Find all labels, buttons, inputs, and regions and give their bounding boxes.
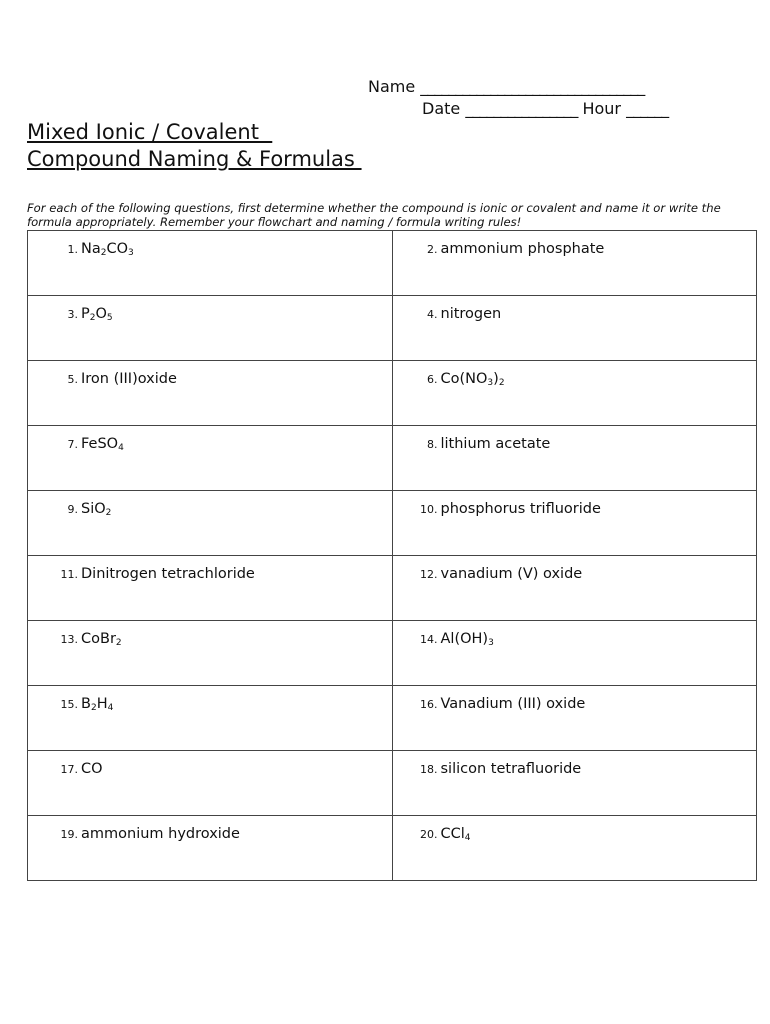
text-run: Dinitrogen tetrachloride <box>81 566 255 582</box>
subscript: 5 <box>106 313 113 323</box>
text-run: H <box>96 696 108 712</box>
question-cell[interactable] <box>392 751 757 816</box>
text-run: Na <box>81 241 101 257</box>
worksheet-title-line1: Mixed Ionic / Covalent <box>27 120 273 144</box>
subscript: 2 <box>105 508 112 518</box>
question <box>28 426 392 452</box>
text-run: P <box>81 306 90 322</box>
instructions: For each of the following questions, first determine whether the compound is ionic or covalent and name it or write the formula appropriately. Remember your flowchart and naming / formula writing rules! <box>27 201 721 229</box>
question <box>393 556 757 582</box>
question-cell[interactable] <box>392 361 757 426</box>
text-run: O <box>95 306 107 322</box>
question-row <box>28 426 757 491</box>
question <box>28 231 392 257</box>
text-run: CO <box>106 241 129 257</box>
question-text <box>441 761 582 777</box>
subscript: 2 <box>498 378 505 388</box>
question-text <box>441 826 471 842</box>
text-run: FeSO <box>81 436 119 452</box>
question <box>28 361 392 387</box>
text-run: CO <box>81 761 103 777</box>
question-cell[interactable] <box>28 621 393 686</box>
date-blank[interactable]: ________________ <box>465 99 578 118</box>
question <box>28 816 392 842</box>
question <box>28 751 392 777</box>
question-row <box>28 556 757 621</box>
question <box>28 296 392 322</box>
question-row <box>28 751 757 816</box>
text-run: phosphorus trifluoride <box>440 501 601 517</box>
question <box>393 621 757 647</box>
question-number: 8. <box>427 438 438 451</box>
subscript: 2 <box>89 313 96 323</box>
question-number: 12. <box>420 568 438 581</box>
question-cell[interactable] <box>392 621 757 686</box>
text-run: SiO <box>81 501 106 517</box>
question-text <box>81 566 255 582</box>
question-number: 20. <box>420 828 438 841</box>
text-run: Co(NO <box>440 371 488 387</box>
question-cell[interactable] <box>28 296 393 361</box>
question-number: 10. <box>420 503 438 516</box>
text-run: ammonium phosphate <box>440 241 605 257</box>
text-run: ammonium hydroxide <box>81 826 240 842</box>
date-label: Date <box>422 99 461 118</box>
question-cell[interactable] <box>28 361 393 426</box>
subscript: 4 <box>464 833 471 843</box>
question-number: 9. <box>67 503 78 516</box>
question-cell[interactable] <box>28 491 393 556</box>
question-number: 1. <box>67 243 78 256</box>
question-number: 7. <box>67 438 78 451</box>
question-text <box>441 631 494 647</box>
question <box>28 556 392 582</box>
question-number: 11. <box>60 568 78 581</box>
question-cell[interactable] <box>28 751 393 816</box>
subscript: 2 <box>115 638 122 648</box>
question-row <box>28 296 757 361</box>
question-number: 13. <box>60 633 78 646</box>
question-number: 3. <box>67 308 78 321</box>
question <box>393 361 757 387</box>
subscript: 3 <box>487 378 494 388</box>
question-text <box>441 436 551 452</box>
subscript: 2 <box>100 248 107 258</box>
subscript: 3 <box>488 638 494 648</box>
question-text <box>441 696 586 712</box>
question <box>28 621 392 647</box>
hour-blank[interactable]: ______ <box>626 99 669 118</box>
text-run: CoBr <box>81 631 116 647</box>
date-hour-row <box>422 99 668 118</box>
text-run: vanadium (V) oxide <box>440 566 583 582</box>
text-run: Al(OH) <box>440 631 489 647</box>
question <box>393 816 757 842</box>
subscript: 2 <box>90 703 97 713</box>
question-row <box>28 686 757 751</box>
question-text <box>81 696 113 712</box>
text-run: B <box>81 696 91 712</box>
subscript: 4 <box>107 703 114 713</box>
question <box>393 751 757 777</box>
question-cell[interactable] <box>392 491 757 556</box>
question-cell[interactable] <box>392 296 757 361</box>
text-run: ) <box>493 371 499 387</box>
question <box>28 686 392 712</box>
text-run: nitrogen <box>440 306 502 322</box>
hour-label: Hour <box>582 99 621 118</box>
question-text <box>81 306 113 322</box>
question-number: 5. <box>67 373 78 386</box>
question-cell[interactable] <box>28 556 393 621</box>
question-text <box>441 241 605 257</box>
question-text <box>81 241 134 257</box>
question-cell[interactable] <box>392 231 757 296</box>
question <box>393 426 757 452</box>
question-row <box>28 621 757 686</box>
question-cell[interactable] <box>392 686 757 751</box>
question <box>393 491 757 517</box>
question-text <box>81 761 103 777</box>
text-run: CCl <box>440 826 465 842</box>
question <box>393 231 757 257</box>
text-run: silicon tetrafluoride <box>440 761 582 777</box>
question-text <box>81 631 122 647</box>
questions-table <box>27 230 757 881</box>
question-text <box>441 371 505 387</box>
question-text <box>441 306 502 322</box>
question-number: 6. <box>427 373 438 386</box>
name-label: Name <box>368 77 416 96</box>
question <box>393 296 757 322</box>
question <box>28 491 392 517</box>
text-run: Vanadium (III) oxide <box>440 696 586 712</box>
worksheet-title-line2: Compound Naming & Formulas <box>27 147 362 171</box>
question-row <box>28 816 757 881</box>
question-cell[interactable] <box>392 426 757 491</box>
question-cell[interactable] <box>28 231 393 296</box>
subscript: 4 <box>118 443 124 453</box>
question-row <box>28 491 757 556</box>
question-text <box>441 501 601 517</box>
question-number: 2. <box>427 243 438 256</box>
question-cell[interactable] <box>392 816 757 881</box>
question-number: 18. <box>420 763 438 776</box>
question-number: 16. <box>420 698 438 711</box>
question-row <box>28 231 757 296</box>
question-text <box>81 436 124 452</box>
question-cell[interactable] <box>392 556 757 621</box>
question-text <box>441 566 583 582</box>
question-cell[interactable] <box>28 816 393 881</box>
question-cell[interactable] <box>28 426 393 491</box>
question-row <box>28 361 757 426</box>
question-number: 19. <box>60 828 78 841</box>
question-number: 4. <box>427 308 438 321</box>
question-text <box>81 826 240 842</box>
name-field[interactable] <box>368 77 644 96</box>
question <box>393 686 757 712</box>
question-text <box>81 371 177 387</box>
subscript: 3 <box>128 248 134 258</box>
question-cell[interactable] <box>28 686 393 751</box>
name-blank[interactable]: ________________________________ <box>420 77 645 96</box>
question-text <box>81 501 111 517</box>
question-number: 15. <box>60 698 78 711</box>
question-number: 17. <box>60 763 78 776</box>
question-number: 14. <box>420 633 438 646</box>
text-run: Iron (III)oxide <box>81 371 177 387</box>
text-run: lithium acetate <box>440 436 551 452</box>
